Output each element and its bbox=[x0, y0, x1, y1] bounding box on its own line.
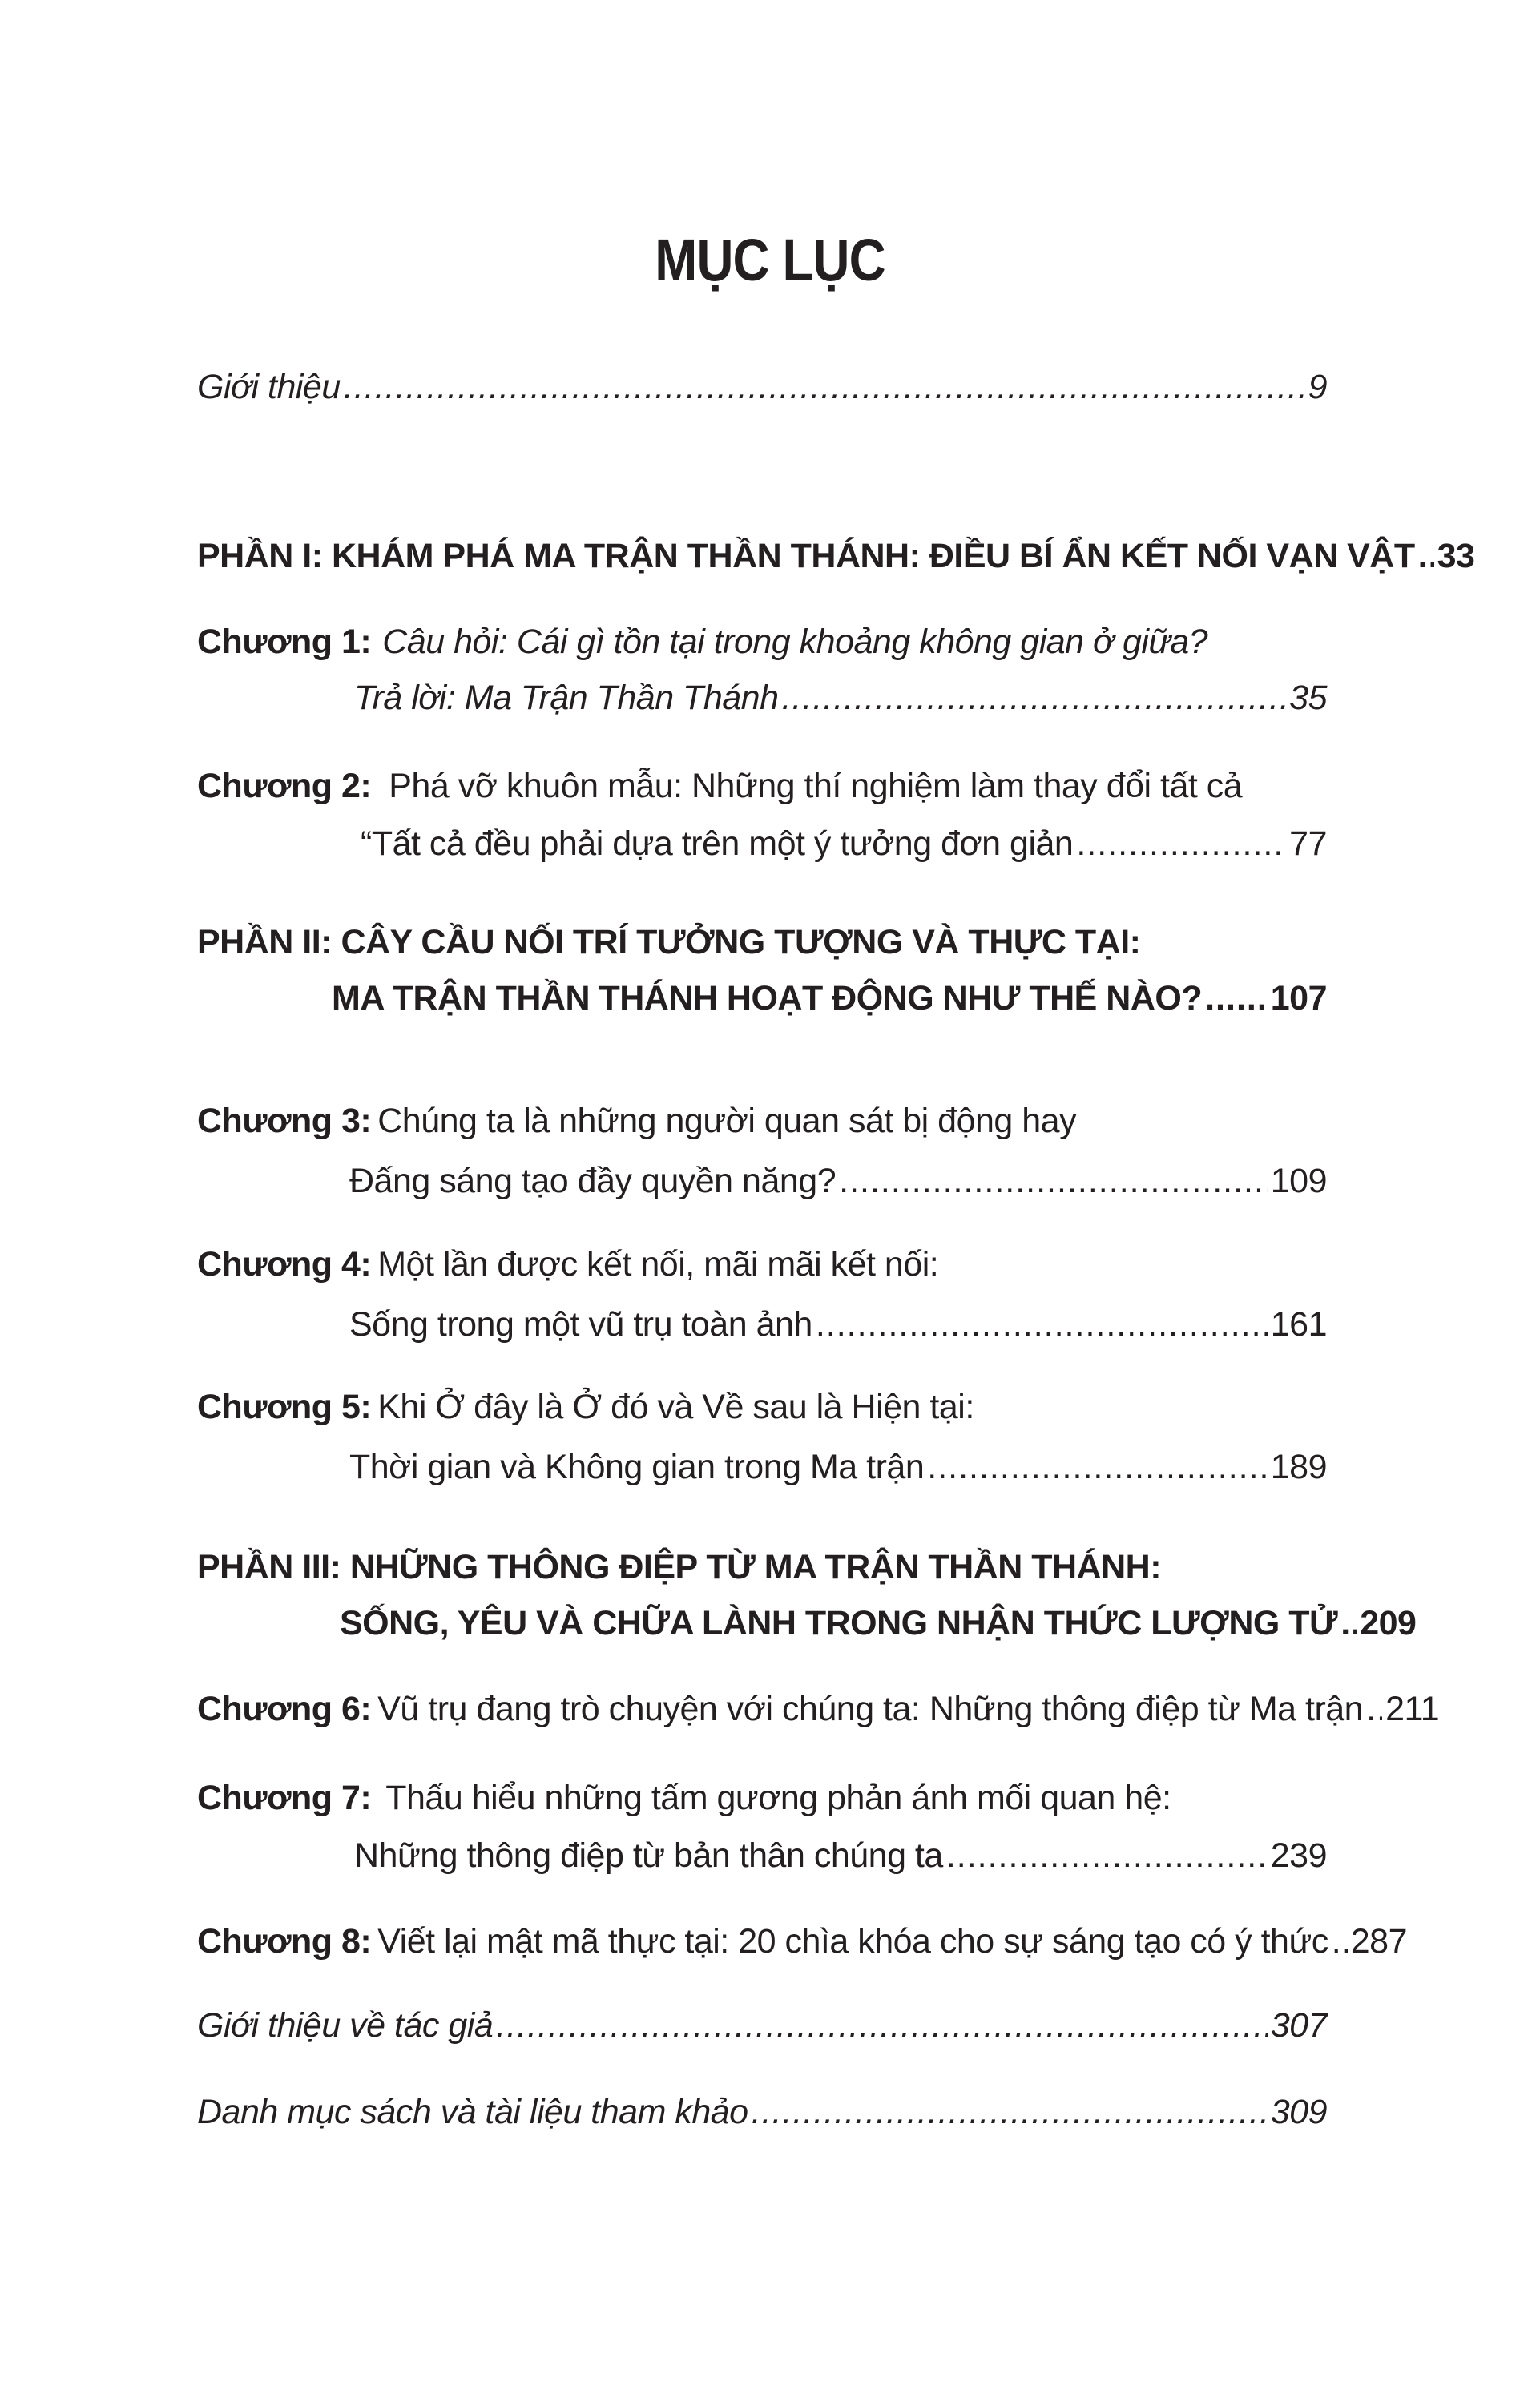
chapter-title-line-2: “Tất cả đều phải dựa trên một ý tưởng đơn giản bbox=[361, 824, 1074, 863]
chapter-title: Viết lại mật mã thực tại: 20 chìa khóa cho sự sáng tạo có ý thức bbox=[377, 1922, 1328, 1961]
dot-leader bbox=[1366, 1692, 1382, 1727]
part-title-line-2: SỐNG, YÊU VÀ CHỮA LÀNH TRONG NHẬN THỨC LƯỢNG TỬ bbox=[340, 1604, 1338, 1642]
chapter-label: Chương 5: bbox=[197, 1388, 372, 1426]
chapter-title-line-2: Trả lời: Ma Trận Thần Thánh bbox=[354, 679, 779, 717]
dot-leader bbox=[927, 1450, 1268, 1485]
page-number: 109 bbox=[1270, 1162, 1327, 1200]
chapter-title-line-2: Những thông điệp từ bản thân chúng ta bbox=[354, 1836, 943, 1875]
chapter-title-line-2: Thời gian và Không gian trong Ma trận bbox=[349, 1448, 925, 1486]
dot-leader bbox=[1076, 827, 1286, 861]
page-number: 309 bbox=[1270, 2093, 1327, 2131]
chapter-title-line-2: Sống trong một vũ trụ toàn ảnh bbox=[349, 1305, 812, 1344]
chapter-label: Chương 3: bbox=[197, 1102, 372, 1140]
page-number: 287 bbox=[1350, 1922, 1408, 1961]
dot-leader bbox=[496, 2009, 1268, 2043]
page-number: 9 bbox=[1308, 368, 1327, 406]
dot-leader bbox=[1340, 1606, 1357, 1641]
dot-leader bbox=[946, 1839, 1268, 1873]
page-number: 77 bbox=[1289, 824, 1327, 863]
page-title: MỤC LỤC bbox=[655, 227, 885, 293]
chapter-label: Chương 1: bbox=[197, 623, 372, 661]
part-title: PHẦN I: KHÁM PHÁ MA TRẬN THẦN THÁNH: ĐIỀU BÍ ẨN KẾT NỐI VẠN VẬT bbox=[197, 537, 1415, 575]
chapter-title-line-1: Khi Ở đây là Ở đó và Về sau là Hiện tại: bbox=[377, 1388, 974, 1426]
page-number: 307 bbox=[1270, 2006, 1327, 2045]
chapter-label: Chương 7: bbox=[197, 1779, 372, 1817]
chapter-title-line-1: Chúng ta là những người quan sát bị động hay bbox=[377, 1102, 1077, 1140]
chapter-label: Chương 2: bbox=[197, 767, 372, 805]
chapter-title-line-1: Một lần được kết nối, mãi mãi kết nối: bbox=[377, 1245, 939, 1284]
page-number: 209 bbox=[1360, 1604, 1417, 1642]
dot-leader bbox=[1418, 539, 1434, 574]
page-number: 107 bbox=[1270, 979, 1327, 1018]
entry-title: Giới thiệu về tác giả bbox=[197, 2006, 494, 2045]
dot-leader bbox=[839, 1164, 1268, 1199]
entry-title: Danh mục sách và tài liệu tham khảo bbox=[197, 2093, 748, 2131]
dot-leader bbox=[1205, 981, 1268, 1016]
part-title-line-1: PHẦN III: NHỮNG THÔNG ĐIỆP TỪ MA TRẬN THẦN THÁNH: bbox=[197, 1548, 1162, 1586]
chapter-label: Chương 4: bbox=[197, 1245, 372, 1284]
entry-title: Giới thiệu bbox=[197, 368, 341, 406]
page-number: 189 bbox=[1270, 1448, 1327, 1486]
dot-leader bbox=[344, 370, 1305, 405]
chapter-label: Chương 6: bbox=[197, 1690, 372, 1728]
dot-leader bbox=[752, 2095, 1268, 2130]
dot-leader bbox=[816, 1308, 1268, 1342]
part-title-line-2: MA TRẬN THẦN THÁNH HOẠT ĐỘNG NHƯ THẾ NÀO? bbox=[332, 979, 1203, 1018]
part-title-line-1: PHẦN II: CÂY CẦU NỐI TRÍ TƯỞNG TƯỢNG VÀ THỰC TẠI: bbox=[197, 923, 1141, 961]
page-number: 33 bbox=[1437, 537, 1475, 575]
chapter-title: Vũ trụ đang trò chuyện với chúng ta: Những thông điệp từ Ma trận bbox=[377, 1690, 1364, 1728]
chapter-label: Chương 8: bbox=[197, 1922, 372, 1961]
page-number: 239 bbox=[1270, 1836, 1327, 1875]
chapter-title-line-2: Đấng sáng tạo đầy quyền năng? bbox=[349, 1162, 837, 1200]
page-number: 35 bbox=[1289, 679, 1327, 717]
chapter-title-line-1: Câu hỏi: Cái gì tồn tại trong khoảng không gian ở giữa? bbox=[382, 623, 1208, 661]
dot-leader bbox=[781, 681, 1286, 715]
dot-leader bbox=[1332, 1924, 1348, 1959]
chapter-title-line-1: Thấu hiểu những tấm gương phản ánh mối quan hệ: bbox=[385, 1779, 1171, 1817]
chapter-title-line-1: Phá vỡ khuôn mẫu: Những thí nghiệm làm thay đổi tất cả bbox=[389, 767, 1243, 805]
page-number: 161 bbox=[1270, 1305, 1327, 1344]
page-number: 211 bbox=[1385, 1690, 1440, 1728]
